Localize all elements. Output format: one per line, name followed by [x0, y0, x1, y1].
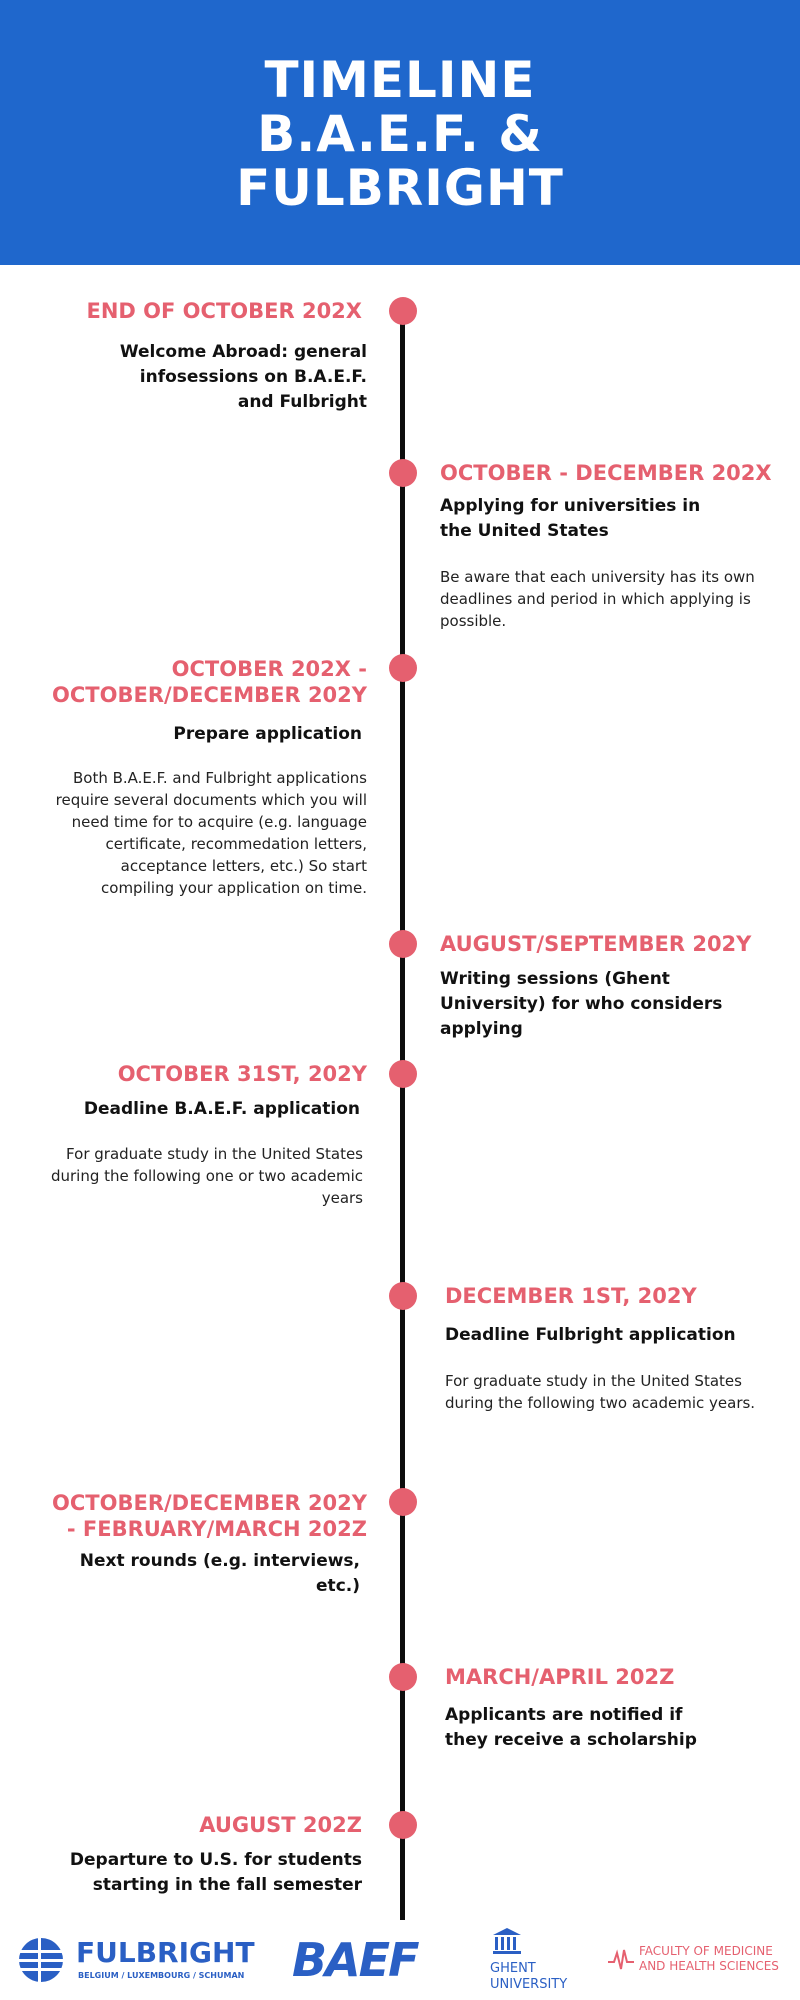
milestone-date: AUGUST/SEPTEMBER 202Y: [440, 932, 752, 956]
timeline-marker: [389, 297, 417, 325]
milestone-description: For graduate study in the United States during the following one or two academic years: [50, 1145, 363, 1207]
fulbright-subtitle: BELGIUM / LUXEMBOURG / SCHUMAN: [78, 1971, 245, 1980]
milestone-title: Deadline B.A.E.F. application: [83, 1099, 360, 1119]
ghent-university-logo: [490, 1927, 570, 1997]
fulbright-name: FULBRIGHT: [76, 1936, 255, 1969]
university-building-icon: [492, 1927, 522, 1955]
milestone-title: Applying for universities in the United States: [440, 496, 701, 541]
milestone-title: Deadline Fulbright application: [445, 1325, 736, 1345]
fulbright-logo: [18, 1933, 263, 1989]
milestone-date: END OF OCTOBER 202X: [86, 299, 362, 323]
timeline-marker: [389, 1663, 417, 1691]
timeline-marker: [389, 930, 417, 958]
milestone-title: Prepare application: [173, 724, 362, 744]
faculty-line-2: AND HEALTH SCIENCES: [639, 1959, 779, 1973]
ghent-line-2: UNIVERSITY: [490, 1977, 568, 1992]
milestone-title: Next rounds (e.g. interviews, etc.): [79, 1551, 360, 1596]
ghent-line-1: GHENT: [490, 1961, 536, 1976]
timeline-marker: [389, 1282, 417, 1310]
title-line-2: B.A.E.F. &: [257, 104, 543, 163]
milestone-description: Be aware that each university has its own deadlines and period in which applying is possible.: [440, 568, 755, 630]
milestone-date: OCTOBER/DECEMBER 202Y - FEBRUARY/MARCH 202Z: [52, 1491, 367, 1541]
timeline-marker: [389, 1488, 417, 1516]
milestone-date: OCTOBER 202X - OCTOBER/DECEMBER 202Y: [52, 657, 367, 707]
page-title: [236, 50, 564, 217]
milestone-title: Welcome Abroad: general infosessions on B.A.E.F. and Fulbright: [119, 342, 367, 412]
heartbeat-icon: [608, 1947, 634, 1973]
milestone-date: OCTOBER 31ST, 202Y: [117, 1062, 367, 1086]
milestone-date: MARCH/APRIL 202Z: [445, 1665, 675, 1689]
globe-icon: [18, 1937, 64, 1983]
milestone-title: Departure to U.S. for students starting in the fall semester: [69, 1850, 362, 1895]
timeline-marker: [389, 1811, 417, 1839]
timeline-marker: [389, 1060, 417, 1088]
milestone-description: For graduate study in the United States during the following two academic years.: [445, 1372, 756, 1412]
faculty-logo: [608, 1943, 793, 1983]
title-line-1: TIMELINE: [264, 50, 536, 109]
timeline-marker: [389, 654, 417, 682]
partner-logos: [0, 1925, 800, 2000]
milestone-title: Applicants are notified if they receive a scholarship: [445, 1705, 697, 1750]
milestone-date: DECEMBER 1ST, 202Y: [445, 1284, 697, 1308]
baef-name: BAEF: [292, 1933, 418, 1987]
baef-logo: [292, 1935, 437, 1985]
title-line-3: FULBRIGHT: [236, 158, 564, 217]
milestone-description: Both B.A.E.F. and Fulbright applications require several documents which you will need time for to acquire (e.g. language certificate, recommedation letters, acceptance letters, etc.) So start compiling your application on time.: [55, 769, 367, 897]
timeline-marker: [389, 459, 417, 487]
milestone-title: Writing sessions (Ghent University) for who considers applying: [440, 969, 723, 1039]
milestone-date: AUGUST 202Z: [199, 1813, 362, 1837]
milestone-date: OCTOBER - DECEMBER 202X: [440, 461, 772, 485]
page-header: [0, 0, 800, 265]
faculty-line-1: FACULTY OF MEDICINE: [639, 1944, 773, 1958]
